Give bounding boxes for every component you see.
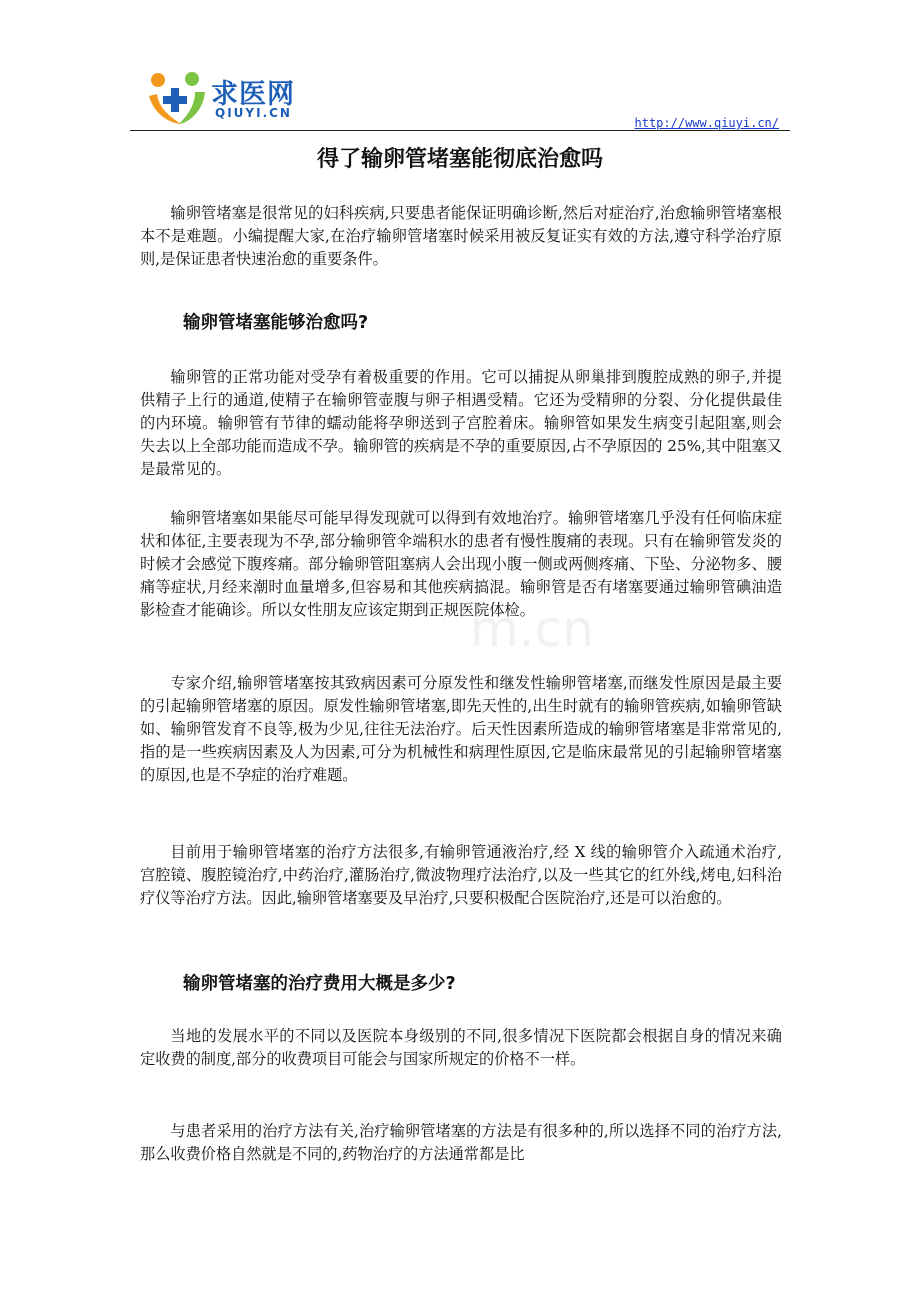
intro-paragraph: 输卵管堵塞是很常见的妇科疾病,只要患者能保证明确诊断,然后对症治疗,治愈输卵管堵塞根本不是难题。小编提醒大家,在治疗输卵管堵塞时候采用被反复证实有效的方法,遵守科学治疗原则,是保证患者快速治愈的重要条件。 xyxy=(140,204,782,268)
page-title: 得了输卵管堵塞能彻底治愈吗 xyxy=(316,147,603,172)
body-paragraph: 输卵管的正常功能对受孕有着极重要的作用。它可以捕捉从卵巢排到腹腔成熟的卵子,并提供精子上行的通道,使精子在输卵管壶腹与卵子相遇受精。它还为受精卵的分裂、分化提供最佳的内环境。输卵管有节律的蠕动能将孕卵送到子宫腔着床。输卵管如果发生病变引起阻塞,则会失去以上全部功能而造成不孕。输卵管的疾病是不孕的重要原因,占不孕原因的 25%,其中阻塞又是最常见的。 xyxy=(140,368,782,478)
body-paragraph: 与患者采用的治疗方法有关,治疗输卵管堵塞的方法是有很多种的,所以选择不同的治疗方法,那么收费价格自然就是不同的,药物治疗的方法通常都是比 xyxy=(140,1122,782,1163)
header-divider xyxy=(130,130,790,131)
watermark: m.cn xyxy=(470,600,594,658)
logo-text: 求医网 xyxy=(211,79,295,110)
body-paragraph: 目前用于输卵管堵塞的治疗方法很多,有输卵管通液治疗,经 X 线的输卵管介入疏通术治疗,宫腔镜、腹腔镜治疗,中药治疗,灌肠治疗,微波物理疗法治疗,以及一些其它的红外线,烤电,妇科治疗仪等治疗方法。因此,输卵管堵塞要及早治疗,只要积极配合医院治疗,还是可以治愈的。 xyxy=(140,843,782,907)
body-paragraph: 专家介绍,输卵管堵塞按其致病因素可分原发性和继发性输卵管堵塞,而继发性原因是最主要的引起输卵管堵塞的原因。原发性输卵管堵塞,即先天性的,出生时就有的输卵管疾病,如输卵管缺如、输卵管发育不良等,极为少见,往往无法治疗。后天性因素所造成的输卵管堵塞是非常常见的,指的是一些疾病因素及人为因素,可分为机械性和病理性原因,它是临床最常见的引起输卵管堵塞的原因,也是不孕症的治疗难题。 xyxy=(140,674,782,784)
section-heading-curable: 输卵管堵塞能够治愈吗? xyxy=(183,313,369,333)
site-logo[interactable] xyxy=(145,66,315,130)
section-heading-cost: 输卵管堵塞的治疗费用大概是多少? xyxy=(183,974,456,994)
body-paragraph: 输卵管堵塞如果能尽可能早得发现就可以得到有效地治疗。输卵管堵塞几乎没有任何临床症状和体征,主要表现为不孕,部分输卵管伞端积水的患者有慢性腹痛的表现。只有在输卵管发炎的时候才会感觉下腹疼痛。部分输卵管阻塞病人会出现小腹一侧或两侧疼痛、下坠、分泌物多、腰痛等症状,月经来潮时血量增多,但容易和其他疾病搞混。输卵管是否有堵塞要通过输卵管碘油造影检查才能确诊。所以女性朋友应该定期到正规医院体检。 xyxy=(140,509,782,619)
site-url-link[interactable]: http://www.qiuyi.cn/ xyxy=(634,116,779,130)
logo-subtext: QIUYI.CN xyxy=(215,106,292,120)
body-paragraph: 当地的发展水平的不同以及医院本身级别的不同,很多情况下医院都会根据自身的情况来确定收费的制度,部分的收费项目可能会与国家所规定的价格不一样。 xyxy=(140,1027,782,1068)
logo-icon xyxy=(145,70,209,126)
